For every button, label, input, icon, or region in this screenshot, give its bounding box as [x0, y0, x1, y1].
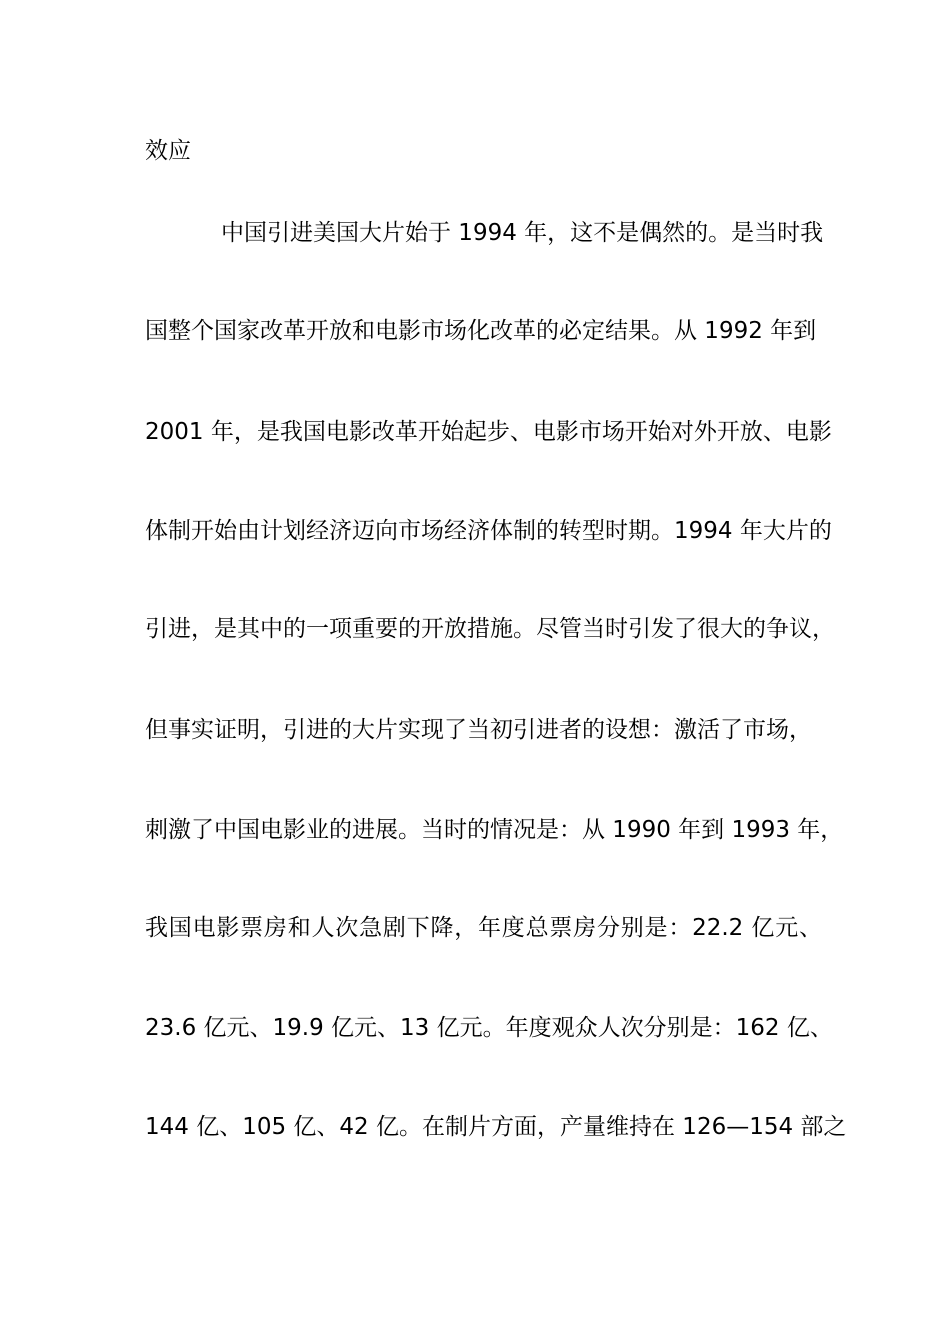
paragraph-line-8: 我国电影票房和人次急剧下降，年度总票房分别是：22.2 亿元、	[145, 915, 822, 941]
paragraph-line-6: 但事实证明，引进的大片实现了当初引进者的设想：激活了市场，	[145, 717, 812, 743]
paragraph-line-7: 刺激了中国电影业的进展。当时的情况是：从 1990 年到 1993 年，	[145, 817, 844, 843]
paragraph-line-2: 国整个国家改革开放和电影市场化改革的必定结果。从 1992 年到	[145, 318, 817, 344]
paragraph-line-5: 引进，是其中的一项重要的开放措施。尽管当时引发了很大的争议，	[145, 616, 835, 642]
paragraph-line-1: 中国引进美国大片始于 1994 年，这不是偶然的。是当时我	[221, 220, 824, 246]
heading-line: 效应	[145, 138, 191, 164]
paragraph-line-4: 体制开始由计划经济迈向市场经济体制的转型时期。1994 年大片的	[145, 518, 832, 544]
paragraph-line-9: 23.6 亿元、19.9 亿元、13 亿元。年度观众人次分别是：162 亿、	[145, 1015, 833, 1041]
paragraph-line-3: 2001 年，是我国电影改革开始起步、电影市场开始对外开放、电影	[145, 419, 832, 445]
paragraph-line-10: 144 亿、105 亿、42 亿。在制片方面，产量维持在 126—154 部之	[145, 1114, 847, 1140]
